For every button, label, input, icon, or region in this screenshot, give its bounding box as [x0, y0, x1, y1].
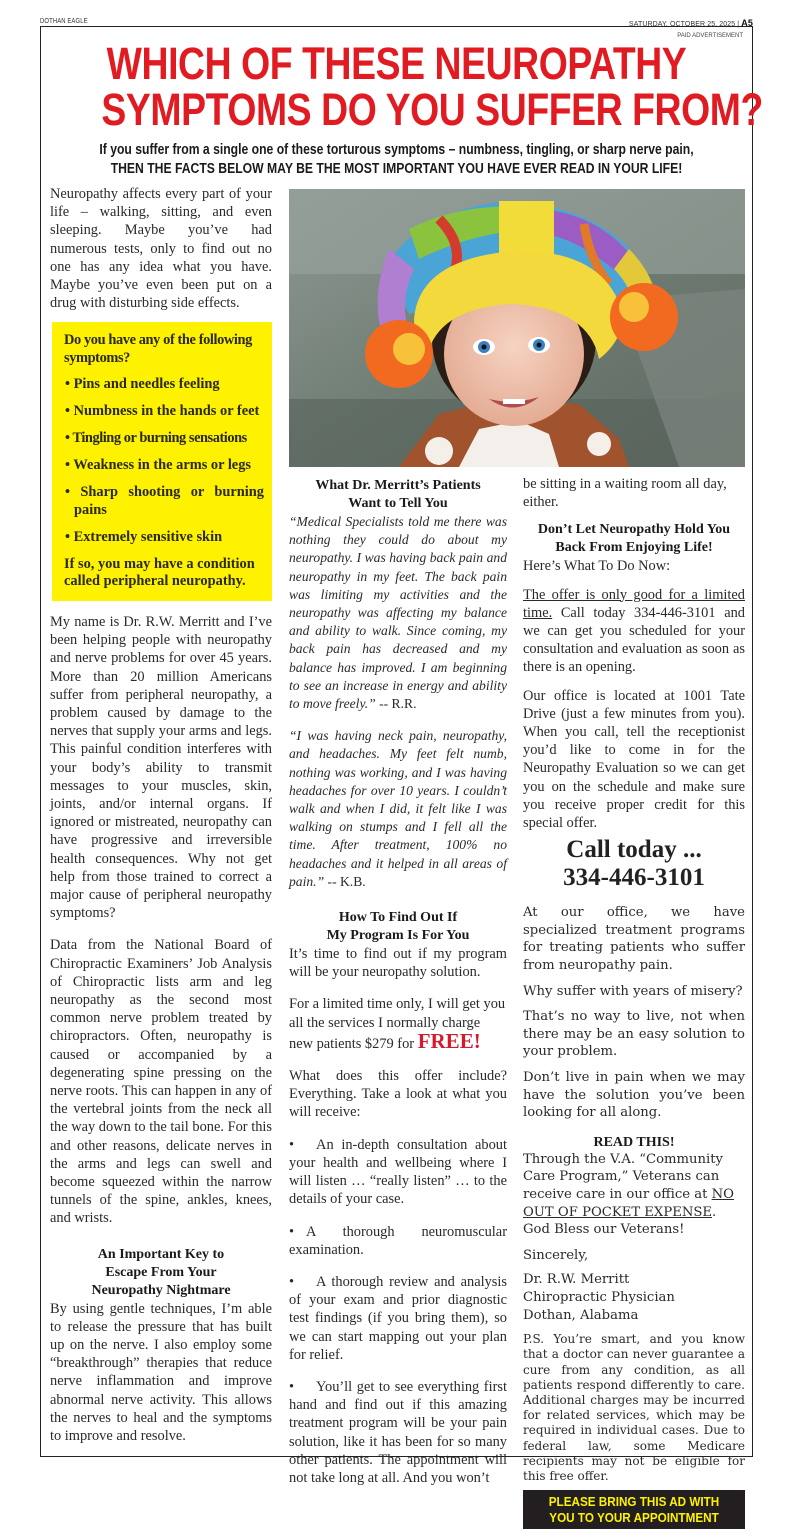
symptoms-question: Do you have any of the following symptoms? [64, 332, 252, 366]
advertisement-frame [40, 26, 763, 1525]
why-suffer-text: Why suffer with years of misery? [523, 983, 743, 999]
column-left [50, 185, 272, 1445]
testimonial-rr: “Medical Specialists told me there was nothing they could do about my neuropathy. I was having back pain and neuropathy in my feet. The back pain was limiting my activities and the neuropathy was affecting my balance and ability to walk. Since coming, my back pain has decreased and my balance has improved. I am beginning to see an increase in energy and ability to move freely.” -- R.R. [289, 514, 507, 712]
column-middle [289, 475, 507, 1487]
testimonial-kb: “I was having neck pain, neuropathy, and headaches. My feet felt numb, nothing was working, and I was having headaches for over 10 years. I couldn’t walk and when I did, it felt like I was walking on stumps and I fell all the time. After treatment, 100% no headaches and it helped in all areas of pain.” -- K.B. [289, 728, 507, 889]
symptom-item: • Pins and needles feeling [65, 376, 220, 393]
closing-section [523, 904, 745, 1324]
bring-ad-banner: PLEASE BRING THIS AD WITH YOU TO YOUR APPOINTMENT [523, 1490, 745, 1529]
call-to-action [523, 836, 745, 892]
doctor-location: Dothan, Alabama [523, 1307, 639, 1323]
symptoms-conclusion: If so, you may have a condition called peripheral neuropathy. [64, 555, 255, 590]
issue-date: SATURDAY, OCTOBER 25, 2025 | A5 [628, 18, 753, 28]
doctor-name: Dr. R.W. Merritt [523, 1272, 630, 1288]
va-community-care-paragraph: Through the V.A. “Community Care Program,” Veterans can receive care in our office at NO OUT OF POCKET EXPENSE. God Bless our Veterans! [523, 1151, 734, 1238]
continuation-text: be sitting in a waiting room all day, either. [523, 476, 727, 511]
offer-bullet-examination: • A thorough neuromuscular examination. [289, 1223, 507, 1258]
free-badge: FREE! [417, 1028, 481, 1053]
techniques-paragraph: By using gentle techniques, I’m able to release the pressure that has built up on the nerve. I also employ some “breakthrough” therapies that reduce nerve inflammation and improve abnormal nerve activity. This allows the nerves to heal and the symptoms to improve and resolve. [50, 1300, 272, 1445]
read-this-heading: READ THIS! [593, 1134, 675, 1150]
symptom-item: • Numbness in the hands or feet [65, 403, 260, 420]
testimonial-attribution: -- R.R. [375, 696, 417, 712]
limited-offer-paragraph: The offer is only good for a limited time. Call today 334-446-3101 and we can get you scheduled for your consultation and evaluation as soon as there is an opening. [523, 586, 745, 676]
intro-paragraph: Neuropathy affects every part of your life – walking, sitting, and even sleeping. Maybe you’ve had numerous tests, only to find out no one has any idea what you have. Maybe you’ve even been put on a drug with disturbing side effects. [50, 186, 272, 312]
photo-image [289, 189, 745, 467]
page-number: A5 [741, 18, 753, 28]
signature-block [523, 1271, 745, 1324]
postscript-disclaimer: P.S. You’re smart, and you know that a doctor can never guarantee a cure from any condition, as all patients respond differently to care. Additional charges may be incurred for related services, which may be required in individual cases. Due to federal law, some Medicare recipients may not be eligible for this free offer. [523, 1332, 745, 1483]
symptom-item: • Extremely sensitive skin [65, 528, 223, 545]
patients-heading: What Dr. Merritt’s Patients Want to Tell You [315, 478, 481, 511]
newspaper-name: DOTHAN EAGLE [40, 18, 88, 25]
column-right [523, 475, 745, 1529]
find-out-heading: How To Find Out If My Program Is For You [326, 910, 470, 944]
offer-bullet-consultation: • An in-depth consultation about your health and wellbeing where I will listen … “really listen” … to the details of your case. [289, 1136, 507, 1208]
specialized-programs-paragraph: At our office, we have specialized treatment programs for treating patients who suffer from neuropathy pain. [523, 905, 745, 974]
offer-bullet-see-everything: • You’ll get to see everything first hand and find out if this amazing treatment program will be your pain solution, like it has been for so many other patients. The appointment will not take long at all. And you won’t [289, 1378, 507, 1486]
dont-live-in-pain-paragraph: Don’t live in pain when we may have the solution you’ve been looking for all along. [523, 1070, 745, 1121]
headline: WHICH OF THESE NEUROPATHY SYMPTOMS DO YOU SUFFER FROM? [101, 38, 763, 135]
what-to-do-label: Here’s What To Do Now: [523, 558, 671, 575]
chiropractic-data-paragraph: Data from the National Board of Chiropractic Examiners’ Job Analysis of Chiropractic lists arm and leg neuropathy as the second most common nerve problem treated by chiropractors. Often, neuropathy is caused or accompanied by a degenerating spine pressing on the nerve roots. This can happen in any of the vertebral joints from the neck all the way down to the tail bone. For this and other reasons, delicate nerves in the arms and legs can swell and become squeezed within the narrow tunnels of the spine, ankles, knees, and wrists. [50, 937, 272, 1227]
subheadline: If you suffer from a single one of these torturous symptoms – numbness, tingling, or sharp nerve pain, THEN THE FACTS BELOW MAY BE THE MOST IMPORTANT YOU HAVE EVER READ IN YOUR LIFE! [99, 142, 694, 177]
important-key-heading: An Important Key to Escape From Your Neuropathy Nightmare [91, 1246, 231, 1298]
testimonial-attribution: -- K.B. [324, 873, 366, 889]
sign-off: Sincerely, [523, 1247, 589, 1263]
dont-let-neuropathy-heading: Don’t Let Neuropathy Hold You Back From Enjoying Life! [537, 522, 731, 556]
paid-advertisement-label: PAID ADVERTISEMENT [677, 33, 743, 39]
no-way-to-live-paragraph: That’s no way to live, not when there may be an easy solution to your problem. [523, 1009, 745, 1060]
symptom-item: • Tingling or burning sensations [65, 430, 247, 447]
offer-bullet-review: • A thorough review and analysis of your exam and prior diagnostic test findings (if you bring them), so we can start mapping out your plan for relief. [289, 1273, 507, 1363]
office-location-paragraph: Our office is located at 1001 Tate Drive (just a few minutes from you). When you call, tell the receptionist you’d like to come in for the Neuropathy Evaluation so we can get you on the schedule and make sure you receive proper credit for this special offer. [523, 687, 745, 832]
free-offer-paragraph: For a limited time only, I will get you all the services I normally charge new patients $279 for FREE! [289, 996, 506, 1053]
symptoms-callout-box [52, 322, 272, 601]
symptom-item: • Sharp shooting or burning pains [65, 484, 264, 518]
phone-number[interactable]: 334-446-3101 [563, 864, 705, 892]
call-today-text: Call today ... [566, 836, 702, 864]
symptom-item: • Weakness in the arms or legs [65, 457, 251, 474]
boy-in-jester-hat-photo [289, 189, 745, 467]
doctor-bio-paragraph: My name is Dr. R.W. Merritt and I’ve been helping people with neuropathy and nerve problems for over 45 years. More than 20 million Americans suffer from peripheral neuropathy, a problem caused by damage to the nerves that supply your arms and legs. This painful condition interferes with your body’s ability to transmit messages to your muscles, skin, joints, and/or internal organs. If ignored or mistreated, neuropathy can have progressive and irreversible health consequences. Why not get help from those trained to correct a major cause of peripheral neuropathy symptoms? [50, 613, 272, 922]
find-out-paragraph: It’s time to find out if my program will be your neuropathy solution. [289, 946, 507, 981]
doctor-title: Chiropractic Physician [523, 1289, 675, 1305]
offer-includes-paragraph: What does this offer include? Everything. Take a look at what you will receive: [289, 1068, 507, 1121]
